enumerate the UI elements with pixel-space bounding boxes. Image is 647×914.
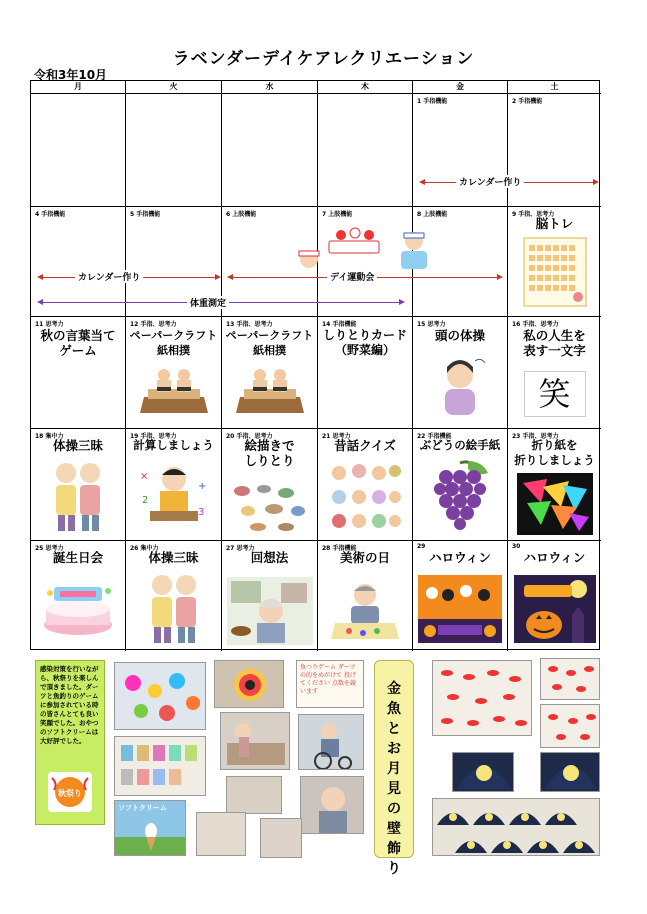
day-tag: 1 手指機能 xyxy=(417,98,448,105)
activity-title: 折り紙を 折りしましょう xyxy=(514,438,595,467)
activity-title: 体操三昧 xyxy=(52,438,103,453)
day-tag: 18 集中力 xyxy=(35,433,64,440)
day-cell xyxy=(508,317,601,429)
sports-day-image xyxy=(289,221,439,279)
activity-title: 回想法 xyxy=(250,550,289,565)
activity-title: 昔話クイズ xyxy=(334,438,396,453)
day-tag: 25 思考力 xyxy=(35,545,64,552)
sumo-image xyxy=(138,363,210,417)
activity-title: 頭の体操 xyxy=(434,328,485,343)
day-cell xyxy=(31,429,126,541)
day-cell xyxy=(413,429,508,541)
thinking-woman-image xyxy=(431,353,489,417)
day-tag: 2 手指機能 xyxy=(512,98,543,105)
wheelchair-photo xyxy=(298,714,364,770)
day-cell xyxy=(31,317,126,429)
activity-title: 体操三昧 xyxy=(148,550,199,565)
moon-fan-photo xyxy=(452,752,514,792)
autumn-festival-note xyxy=(35,660,105,825)
svg-text:×: × xyxy=(139,471,148,482)
day-cell xyxy=(413,541,508,651)
sumo-image xyxy=(234,363,306,417)
day-cell xyxy=(31,541,126,651)
activity-title: 絵描きで しりとり xyxy=(244,438,295,468)
day-tag: 19 手指、思考力 xyxy=(130,433,177,440)
shiritori-drawings-image xyxy=(230,481,310,533)
origami-image xyxy=(517,473,593,535)
svg-text:2: 2 xyxy=(141,495,148,506)
svg-text:3: 3 xyxy=(197,507,204,518)
grape-image xyxy=(428,459,492,531)
activity-title: ぶどうの絵手紙 xyxy=(419,438,501,452)
day-cell xyxy=(318,94,413,207)
weight-arrow-label: 体重測定 xyxy=(187,296,229,309)
day-cell xyxy=(126,94,222,207)
calculating-child-image xyxy=(136,459,212,531)
weekday-fri: 金 xyxy=(413,81,508,94)
weekday-wed: 水 xyxy=(222,81,318,94)
activity-title: ペーパークラフト 紙相撲 xyxy=(129,329,218,357)
day-cell xyxy=(126,317,222,429)
note-text: 感染対策を行いながら、秋祭りを楽しんで頂きました。ダーツと魚釣りのゲームに参加されている時の皆さんとても良い笑顔でした。おやつのソフトクリームは大好評でした。 xyxy=(40,665,99,745)
weekday-thu: 木 xyxy=(318,81,413,94)
weekday-tue: 火 xyxy=(126,81,222,94)
day-cell xyxy=(318,541,413,651)
day-cell xyxy=(126,541,222,651)
halloween-party-image xyxy=(418,575,502,643)
month-label: 令和3年10月 xyxy=(34,68,108,82)
activity-title: 私の人生を 表す一文字 xyxy=(523,328,586,358)
activity-title: 脳トレ xyxy=(535,216,574,231)
day-cell xyxy=(222,317,318,429)
day-tag: 11 思考力 xyxy=(35,321,64,328)
calendar-arrow-label-top: カレンダー作り xyxy=(456,175,524,188)
elder-portrait-photo xyxy=(300,776,364,834)
day-tag: 29 xyxy=(417,543,426,550)
reminiscence-image xyxy=(227,577,313,645)
birthday-cake-image xyxy=(40,581,116,639)
activity-title: 計算しましょう xyxy=(133,438,214,452)
day-tag: 28 手指機能 xyxy=(322,545,357,552)
activity-title: ペーパークラフト 紙相撲 xyxy=(225,329,314,357)
game-sign-text: 魚つりゲーム ダーツの的をめがけて 投げてください 点数を競います xyxy=(300,664,356,695)
eating-photo xyxy=(260,818,302,858)
halloween-pumpkin-image xyxy=(514,575,596,643)
brain-puzzle-image xyxy=(523,237,587,307)
day-tag: 26 集中力 xyxy=(130,545,159,552)
logo-text: 秋祭り xyxy=(58,789,82,798)
day-tag: 13 手指、思考力 xyxy=(226,321,273,328)
day-cell xyxy=(31,207,126,317)
wall-decoration-scroll xyxy=(374,660,414,877)
goldfish-detail-photo xyxy=(540,658,600,700)
day-cell xyxy=(222,429,318,541)
darts-target-photo xyxy=(214,660,284,708)
weekday-mon: 月 xyxy=(31,81,126,94)
page-title: ラベンダーデイケアレクリエーション xyxy=(172,49,475,69)
day-tag: 30 xyxy=(512,543,521,550)
calendar-grid xyxy=(30,80,600,650)
kanji-image: 笑 xyxy=(524,371,586,417)
day-tag: 7 上肢機能 xyxy=(322,211,353,218)
day-tag: 23 手指、思考力 xyxy=(512,433,559,440)
painting-elder-image xyxy=(329,579,401,641)
day-cell xyxy=(413,317,508,429)
day-tag: 4 手指機能 xyxy=(35,211,66,218)
activity-title: しりとりカード （野菜編） xyxy=(322,328,407,357)
day-cell xyxy=(222,94,318,207)
day-tag: 21 思考力 xyxy=(322,433,351,440)
day-tag: 20 手指、思考力 xyxy=(226,433,273,440)
day-tag: 6 上肢機能 xyxy=(226,211,257,218)
day-tag: 15 思考力 xyxy=(417,321,446,328)
day-tag: 5 手指機能 xyxy=(130,211,161,218)
activity-title: 秋の言葉当て ゲーム xyxy=(40,328,116,358)
day-cell xyxy=(126,429,222,541)
activity-title: 誕生日会 xyxy=(52,550,103,565)
day-cell xyxy=(222,541,318,651)
fishing-game-sign-photo xyxy=(296,660,364,708)
day-cell xyxy=(31,94,126,207)
day-cell xyxy=(508,94,601,207)
day-cell xyxy=(318,317,413,429)
day-cell xyxy=(508,207,601,317)
svg-text:+: + xyxy=(197,481,206,492)
day-tag: 9 手指、思考力 xyxy=(512,211,555,218)
festival-board-photo xyxy=(114,662,206,730)
weekday-sat: 土 xyxy=(508,81,601,94)
activity-title: 美術の日 xyxy=(339,550,390,565)
day-cell xyxy=(413,94,508,207)
moon-viewing-wall-photo xyxy=(432,798,600,856)
goldfish-detail-photo-2 xyxy=(540,704,600,748)
day-cell xyxy=(318,429,413,541)
day-tag: 8 上肢機能 xyxy=(417,211,448,218)
moon-fan-photo-2 xyxy=(540,752,600,792)
soft-cream-label: ソフトクリーム xyxy=(118,804,167,812)
calendar-arrow-label-left: カレンダー作り xyxy=(75,270,143,283)
day-cell xyxy=(508,541,601,651)
activity-title: ハロウィン xyxy=(523,550,586,565)
day-tag: 16 手指、思考力 xyxy=(512,321,559,328)
day-tag: 12 手指、思考力 xyxy=(130,321,177,328)
folktale-characters-image xyxy=(325,459,405,533)
day-tag: 22 手指機能 xyxy=(417,433,452,440)
goldfish-wall-photo xyxy=(432,660,532,736)
soft-cream-photo xyxy=(114,800,186,856)
elderly-exercise-image xyxy=(46,457,110,533)
autumn-festival-logo xyxy=(48,772,92,812)
fishing-game-photo xyxy=(220,712,290,770)
day-tag: 27 思考力 xyxy=(226,545,255,552)
day-cell xyxy=(508,429,601,541)
serving-photo xyxy=(196,812,246,856)
activity-title: ハロウィン xyxy=(429,550,491,565)
undoukai-arrow-label: デイ運動会 xyxy=(327,270,377,283)
scroll-vertical-text: 金 魚 と お 月 見 の 壁 飾 り xyxy=(387,681,401,877)
activity-photo xyxy=(226,776,282,814)
day-tag: 14 手指機能 xyxy=(322,321,357,328)
paper-cards-photo xyxy=(114,736,206,796)
elderly-exercise-image xyxy=(142,569,206,645)
